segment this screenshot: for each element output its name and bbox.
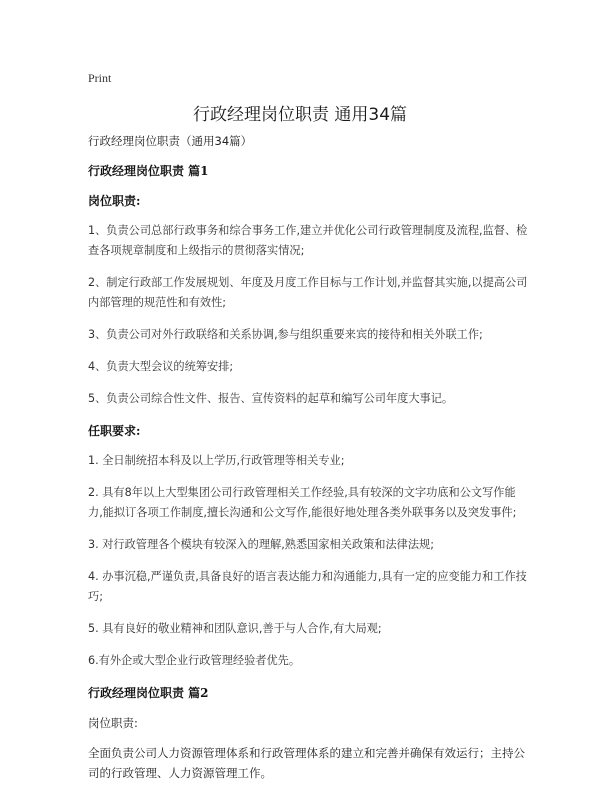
section-2-heading: 行政经理岗位职责 篇2	[88, 686, 209, 700]
duty-item-2: 2、制定行政部工作发展规划、年度及月度工作目标与工作计划,并监督其实施,以提高公司内部管理的规范性和有效性;	[88, 276, 528, 309]
section-2-duties-heading: 岗位职责:	[88, 716, 138, 730]
document-subtitle: 行政经理岗位职责（通用34篇）	[88, 134, 253, 148]
document-body	[88, 131, 528, 793]
requirement-item-1: 1. 全日制统招本科及以上学历,行政管理等相关专业;	[88, 454, 345, 467]
requirement-item-2: 2. 具有8年以上大型集团公司行政管理相关工作经验,具有较深的文字功底和公文写作能力,能拟订各项工作制度,擅长沟通和公文写作,能很好地处理各类外联事务以及突发事件;	[88, 486, 517, 519]
section-1-requirements-heading: 任职要求:	[88, 424, 141, 438]
requirement-item-3: 3. 对行政管理各个模块有较深入的理解,熟悉国家相关政策和法律法规;	[88, 538, 434, 551]
duty-item-5: 5、负责公司综合性文件、报告、宣传资料的起草和编写公司年度大事记。	[88, 392, 454, 405]
requirement-item-6: 6.有外企或大型企业行政管理经验者优先。	[88, 654, 301, 667]
section-1-heading: 行政经理岗位职责 篇1	[88, 164, 209, 178]
duty-item-3: 3、负责公司对外行政联络和关系协调,参与组织重要来宾的接待和相关外联工作;	[88, 328, 483, 341]
duty-item-4: 4、负责大型会议的统筹安排;	[88, 360, 234, 373]
requirement-item-5: 5. 具有良好的敬业精神和团队意识,善于与人合作,有大局观;	[88, 622, 382, 635]
requirement-item-4: 4. 办事沉稳,严谨负责,具备良好的语言表达能力和沟通能力,具有一定的应变能力和工作技巧;	[88, 570, 527, 603]
section-2-paragraph: 全面负责公司人力资源管理体系和行政管理体系的建立和完善并确保有效运行；主持公司的行政管理、人力资源管理工作。	[88, 746, 525, 780]
section-1-duties-heading: 岗位职责:	[88, 194, 141, 208]
document-title: 行政经理岗位职责 通用34篇	[192, 105, 408, 125]
print-label[interactable]: Print	[88, 71, 112, 85]
duty-item-1: 1、负责公司总部行政事务和综合事务工作,建立并优化公司行政管理制度及流程,监督、检查各项规章制度和上级指示的贯彻落实情况;	[88, 224, 528, 257]
